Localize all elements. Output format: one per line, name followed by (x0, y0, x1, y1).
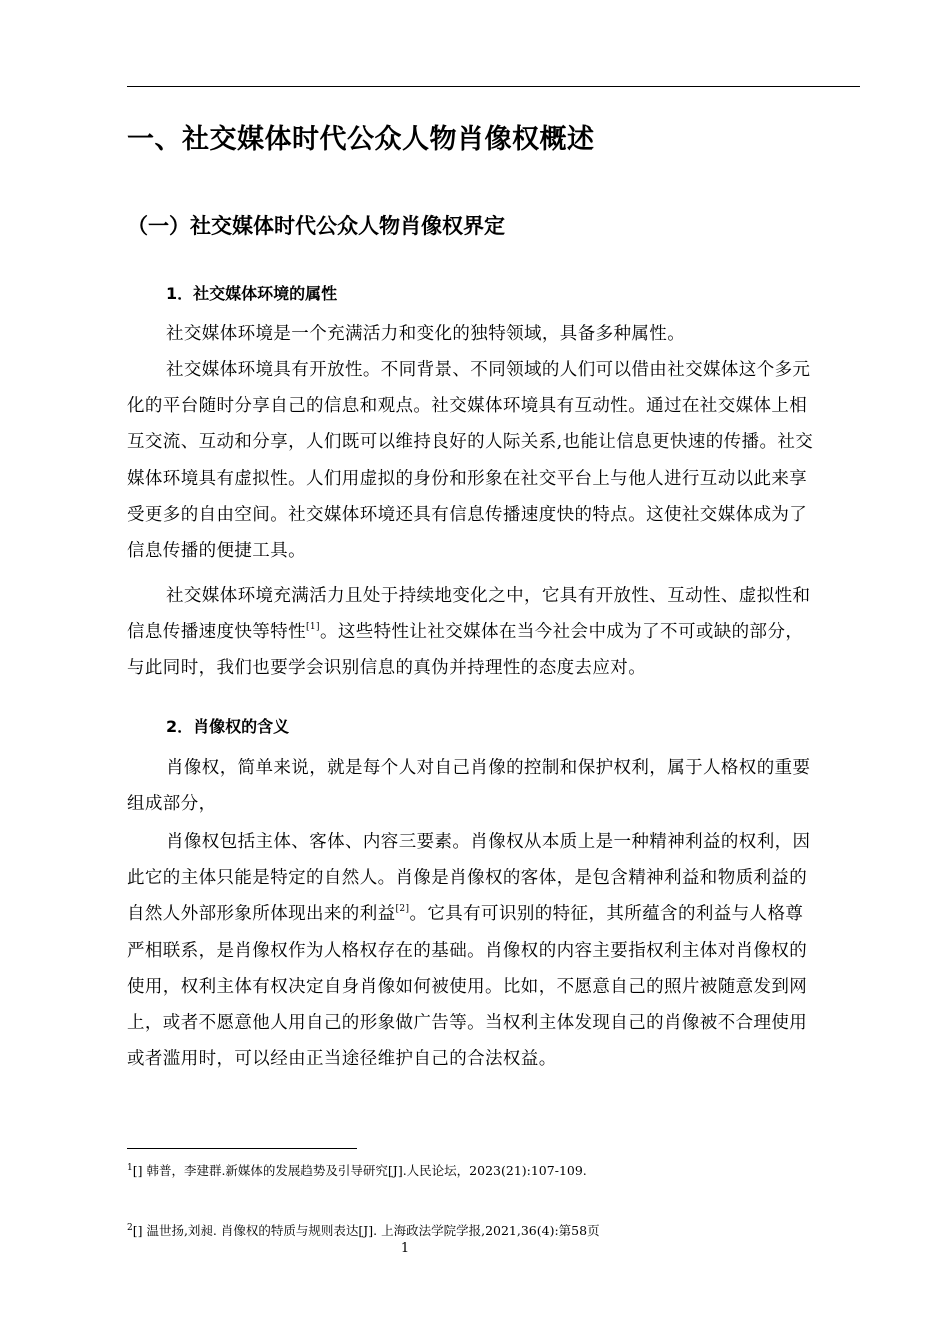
paragraph-line: 社交媒体环境具有开放性。不同背景、不同领域的人们可以借由社交媒体这个多元 (166, 360, 811, 380)
footnote-text: [] 韩普，李建群.新媒体的发展趋势及引导研究[J].人民论坛，2023(21):107-109. (132, 1163, 587, 1178)
paragraph-line: 组成部分， (127, 794, 217, 815)
citation-ref-2[interactable]: [2] (395, 904, 410, 915)
text-run: 。它具有可识别的特征，其所蕴含的利益与人格尊 (409, 904, 804, 925)
paragraph-line: 肖像权，简单来说，就是每个人对自己肖像的控制和保护权利，属于人格权的重要 (166, 758, 811, 778)
text-run: 。这些特性让社交媒体在当今社会中成为了不可或缺的部分， (319, 622, 804, 643)
section-heading: （一）社交媒体时代公众人物肖像权界定 (127, 214, 505, 238)
citation-ref-1[interactable]: [1] (306, 622, 320, 633)
paragraph-line: 互交流、互动和分享，人们既可以维持良好的人际关系,也能让信息更快速的传播。社交 (127, 432, 814, 453)
paragraph-line: 肖像权包括主体、客体、内容三要素。肖像权从本质上是一种精神利益的权利，因 (166, 832, 811, 852)
footnote-mark: 2 (127, 1222, 133, 1233)
paragraph-4 (127, 750, 860, 822)
paragraph-3 (127, 578, 860, 687)
paragraph-line: 与此同时，我们也要学会识别信息的真伪并持理性的态度去应对。 (127, 658, 647, 679)
paragraph-line: 上，或者不愿意他人用自己的形象做广告等。当权利主体发现自己的肖像被不合理使用 (127, 1013, 808, 1034)
paragraph-line: 受更多的自由空间。社交媒体环境还具有信息传播速度快的特点。这使社交媒体成为了 (127, 504, 808, 525)
paragraph-line: 使用，权利主体有权决定自身肖像如何被使用。比如，不愿意自己的照片被随意发到网 (127, 976, 808, 997)
header-rule (127, 86, 860, 87)
paragraph-line (127, 614, 860, 650)
paragraph-5 (127, 824, 860, 1077)
paragraph-line: 信息传播的便捷工具。 (127, 541, 306, 562)
subsection-heading-2: 2．肖像权的含义 (166, 717, 290, 736)
paragraph-line (127, 896, 860, 932)
footnote-text: [] 温世扬,刘昶. 肖像权的特质与规则表达[J]. 上海政法学院学报,2021,36(4):第58页 (132, 1223, 600, 1238)
paragraph-line: 此它的主体只能是特定的自然人。肖像是肖像权的客体，是包含精神利益和物质利益的 (127, 868, 808, 889)
page-number: 1 (400, 1241, 410, 1256)
footnote-1 (127, 1162, 860, 1180)
paragraph-line: 社交媒体环境是一个充满活力和变化的独特领域，具备多种属性。 (166, 324, 686, 344)
paragraph-line: 社交媒体环境充满活力且处于持续地变化之中，它具有开放性、互动性、虚拟性和 (166, 586, 811, 606)
subsection-heading-1: 1．社交媒体环境的属性 (166, 284, 338, 303)
chapter-heading: 一、社交媒体时代公众人物肖像权概述 (127, 124, 595, 155)
text-run: 信息传播速度快等特性 (127, 622, 306, 643)
paragraph-2 (127, 352, 860, 569)
text-run: 自然人外部形象所体现出来的利益 (127, 904, 396, 925)
footnote-separator (127, 1148, 357, 1149)
footnote-mark: 1 (127, 1162, 133, 1173)
paragraph-line: 媒体环境具有虚拟性。人们用虚拟的身份和形象在社交平台上与他人进行互动以此来享 (127, 468, 808, 489)
paragraph-line: 严相联系，是肖像权作为人格权存在的基础。肖像权的内容主要指权利主体对肖像权的 (127, 940, 808, 961)
paragraph-line: 化的平台随时分享自己的信息和观点。社交媒体环境具有互动性。通过在社交媒体上相 (127, 396, 808, 417)
paragraph-line: 或者滥用时，可以经由正当途径维护自己的合法权益。 (127, 1049, 557, 1070)
paragraph-1 (127, 316, 860, 352)
footnote-2 (127, 1222, 860, 1240)
